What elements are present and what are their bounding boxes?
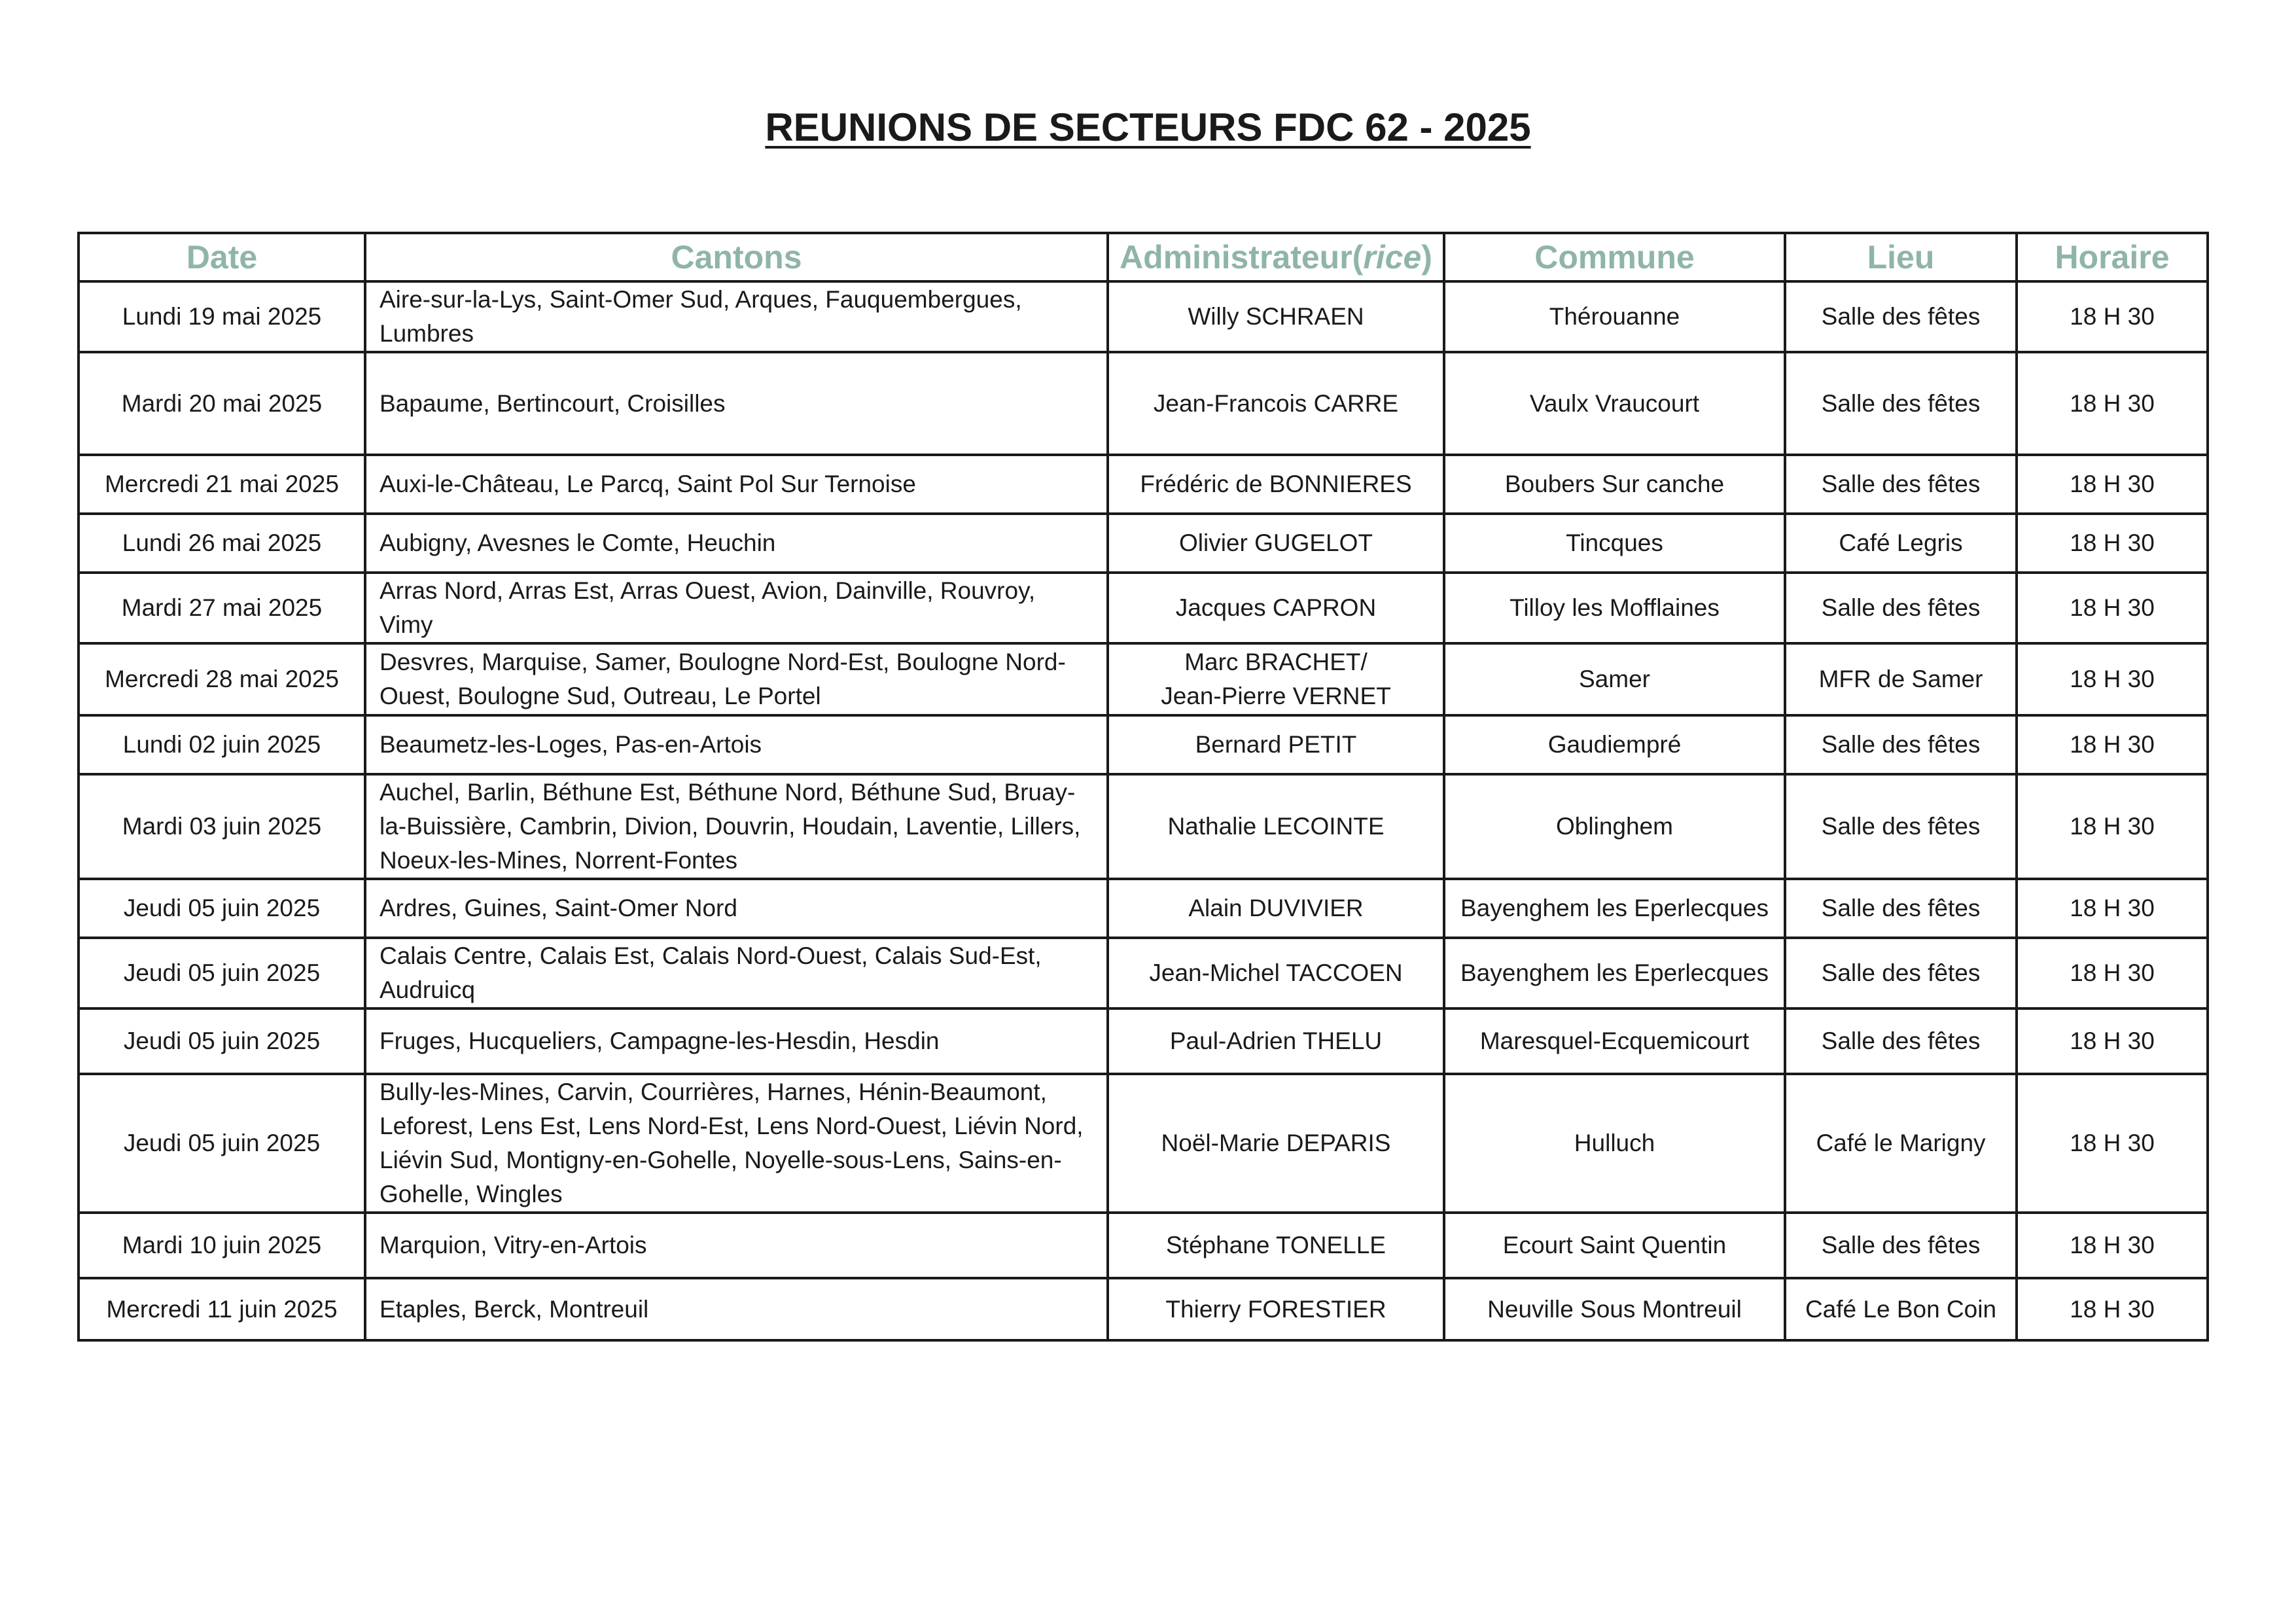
cell-date: Jeudi 05 juin 2025	[79, 938, 365, 1008]
header-admin	[1108, 233, 1444, 281]
cell-horaire: 18 H 30	[2017, 455, 2208, 514]
cell-admin: Olivier GUGELOT	[1108, 514, 1444, 573]
cell-admin: Thierry FORESTIER	[1108, 1278, 1444, 1340]
table-row	[79, 1008, 2208, 1074]
cell-lieu: Salle des fêtes	[1785, 352, 2017, 455]
cell-lieu: Salle des fêtes	[1785, 1008, 2017, 1074]
cell-lieu: Café le Marigny	[1785, 1074, 2017, 1213]
table-row	[79, 879, 2208, 938]
table-row	[79, 1074, 2208, 1213]
cell-admin-line1: Marc BRACHET/	[1184, 649, 1368, 675]
table-row	[79, 643, 2208, 715]
cell-cantons: Marquion, Vitry-en-Artois	[365, 1213, 1108, 1278]
cell-lieu: Café Le Bon Coin	[1785, 1278, 2017, 1340]
cell-horaire: 18 H 30	[2017, 514, 2208, 573]
table-row	[79, 1278, 2208, 1340]
cell-cantons: Ardres, Guines, Saint-Omer Nord	[365, 879, 1108, 938]
header-lieu: Lieu	[1785, 233, 2017, 281]
meetings-table	[77, 232, 2209, 1342]
cell-cantons: Auxi-le-Château, Le Parcq, Saint Pol Sur Ternoise	[365, 455, 1108, 514]
cell-horaire: 18 H 30	[2017, 281, 2208, 352]
cell-admin: Alain DUVIVIER	[1108, 879, 1444, 938]
cell-admin: Willy SCHRAEN	[1108, 281, 1444, 352]
cell-commune: Maresquel-Ecquemicourt	[1444, 1008, 1785, 1074]
cell-date: Mardi 03 juin 2025	[79, 774, 365, 879]
cell-admin-line2: Jean-Pierre VERNET	[1161, 683, 1391, 709]
table-row	[79, 1213, 2208, 1278]
cell-admin: Jacques CAPRON	[1108, 573, 1444, 643]
cell-lieu: Salle des fêtes	[1785, 715, 2017, 774]
header-commune: Commune	[1444, 233, 1785, 281]
cell-cantons: Fruges, Hucqueliers, Campagne-les-Hesdin, Hesdin	[365, 1008, 1108, 1074]
cell-cantons: Desvres, Marquise, Samer, Boulogne Nord-Est, Boulogne Nord-Ouest, Boulogne Sud, Outreau, Le Portel	[365, 643, 1108, 715]
header-horaire: Horaire	[2017, 233, 2208, 281]
cell-horaire: 18 H 30	[2017, 352, 2208, 455]
cell-cantons: Etaples, Berck, Montreuil	[365, 1278, 1108, 1340]
cell-date: Mercredi 28 mai 2025	[79, 643, 365, 715]
cell-cantons: Aire-sur-la-Lys, Saint-Omer Sud, Arques, Fauquembergues, Lumbres	[365, 281, 1108, 352]
cell-date: Jeudi 05 juin 2025	[79, 1008, 365, 1074]
cell-cantons: Beaumetz-les-Loges, Pas-en-Artois	[365, 715, 1108, 774]
table-row	[79, 514, 2208, 573]
cell-cantons: Auchel, Barlin, Béthune Est, Béthune Nord, Béthune Sud, Bruay-la-Buissière, Cambrin, Divion, Douvrin, Houdain, Laventie, Lillers, Noeux-les-Mines, Norrent-Fontes	[365, 774, 1108, 879]
table-row	[79, 715, 2208, 774]
cell-commune: Tilloy les Mofflaines	[1444, 573, 1785, 643]
cell-date: Mardi 10 juin 2025	[79, 1213, 365, 1278]
header-admin-suffix: rice	[1363, 239, 1422, 276]
cell-horaire: 18 H 30	[2017, 643, 2208, 715]
cell-lieu: Salle des fêtes	[1785, 281, 2017, 352]
cell-admin: Frédéric de BONNIERES	[1108, 455, 1444, 514]
header-date: Date	[79, 233, 365, 281]
cell-admin	[1108, 643, 1444, 715]
cell-cantons: Aubigny, Avesnes le Comte, Heuchin	[365, 514, 1108, 573]
cell-admin: Bernard PETIT	[1108, 715, 1444, 774]
cell-horaire: 18 H 30	[2017, 1213, 2208, 1278]
cell-lieu: MFR de Samer	[1785, 643, 2017, 715]
cell-date: Mercredi 21 mai 2025	[79, 455, 365, 514]
cell-lieu: Café Legris	[1785, 514, 2017, 573]
cell-commune: Hulluch	[1444, 1074, 1785, 1213]
cell-cantons: Bapaume, Bertincourt, Croisilles	[365, 352, 1108, 455]
cell-date: Lundi 19 mai 2025	[79, 281, 365, 352]
cell-commune: Ecourt Saint Quentin	[1444, 1213, 1785, 1278]
table-row	[79, 455, 2208, 514]
cell-admin: Jean-Michel TACCOEN	[1108, 938, 1444, 1008]
cell-commune: Bayenghem les Eperlecques	[1444, 879, 1785, 938]
cell-date: Mardi 27 mai 2025	[79, 573, 365, 643]
header-admin-close: )	[1421, 239, 1432, 276]
cell-lieu: Salle des fêtes	[1785, 938, 2017, 1008]
cell-admin: Jean-Francois CARRE	[1108, 352, 1444, 455]
cell-cantons: Bully-les-Mines, Carvin, Courrières, Harnes, Hénin-Beaumont, Leforest, Lens Est, Lens Nord-Est, Lens Nord-Ouest, Liévin Nord, Liévin Sud, Montigny-en-Gohelle, Noyelle-sous-Lens, Sains-en-Gohelle, Wingles	[365, 1074, 1108, 1213]
cell-date: Jeudi 05 juin 2025	[79, 879, 365, 938]
page-title	[0, 101, 2296, 154]
cell-horaire: 18 H 30	[2017, 1278, 2208, 1340]
cell-commune: Tincques	[1444, 514, 1785, 573]
header-admin-text: Administrateur(	[1120, 239, 1364, 276]
cell-date: Mardi 20 mai 2025	[79, 352, 365, 455]
cell-admin: Stéphane TONELLE	[1108, 1213, 1444, 1278]
header-cantons: Cantons	[365, 233, 1108, 281]
cell-lieu: Salle des fêtes	[1785, 573, 2017, 643]
cell-cantons: Arras Nord, Arras Est, Arras Ouest, Avion, Dainville, Rouvroy, Vimy	[365, 573, 1108, 643]
cell-horaire: 18 H 30	[2017, 774, 2208, 879]
cell-horaire: 18 H 30	[2017, 573, 2208, 643]
cell-commune: Vaulx Vraucourt	[1444, 352, 1785, 455]
cell-commune: Samer	[1444, 643, 1785, 715]
cell-date: Lundi 26 mai 2025	[79, 514, 365, 573]
cell-horaire: 18 H 30	[2017, 879, 2208, 938]
cell-horaire: 18 H 30	[2017, 715, 2208, 774]
cell-commune: Thérouanne	[1444, 281, 1785, 352]
cell-date: Mercredi 11 juin 2025	[79, 1278, 365, 1340]
cell-cantons: Calais Centre, Calais Est, Calais Nord-Ouest, Calais Sud-Est, Audruicq	[365, 938, 1108, 1008]
cell-commune: Boubers Sur canche	[1444, 455, 1785, 514]
table-row	[79, 281, 2208, 352]
cell-lieu: Salle des fêtes	[1785, 879, 2017, 938]
page-title-text: REUNIONS DE SECTEURS FDC 62 - 2025	[765, 105, 1531, 149]
cell-horaire: 18 H 30	[2017, 938, 2208, 1008]
cell-admin: Noël-Marie DEPARIS	[1108, 1074, 1444, 1213]
cell-date: Jeudi 05 juin 2025	[79, 1074, 365, 1213]
cell-lieu: Salle des fêtes	[1785, 455, 2017, 514]
cell-commune: Bayenghem les Eperlecques	[1444, 938, 1785, 1008]
cell-admin: Paul-Adrien THELU	[1108, 1008, 1444, 1074]
cell-admin: Nathalie LECOINTE	[1108, 774, 1444, 879]
cell-commune: Neuville Sous Montreuil	[1444, 1278, 1785, 1340]
cell-commune: Oblinghem	[1444, 774, 1785, 879]
cell-horaire: 18 H 30	[2017, 1008, 2208, 1074]
cell-lieu: Salle des fêtes	[1785, 774, 2017, 879]
cell-lieu: Salle des fêtes	[1785, 1213, 2017, 1278]
cell-commune: Gaudiempré	[1444, 715, 1785, 774]
cell-horaire: 18 H 30	[2017, 1074, 2208, 1213]
table-row	[79, 352, 2208, 455]
cell-date: Lundi 02 juin 2025	[79, 715, 365, 774]
table-row	[79, 774, 2208, 879]
table-row	[79, 938, 2208, 1008]
table-header-row	[79, 233, 2208, 281]
table-row	[79, 573, 2208, 643]
